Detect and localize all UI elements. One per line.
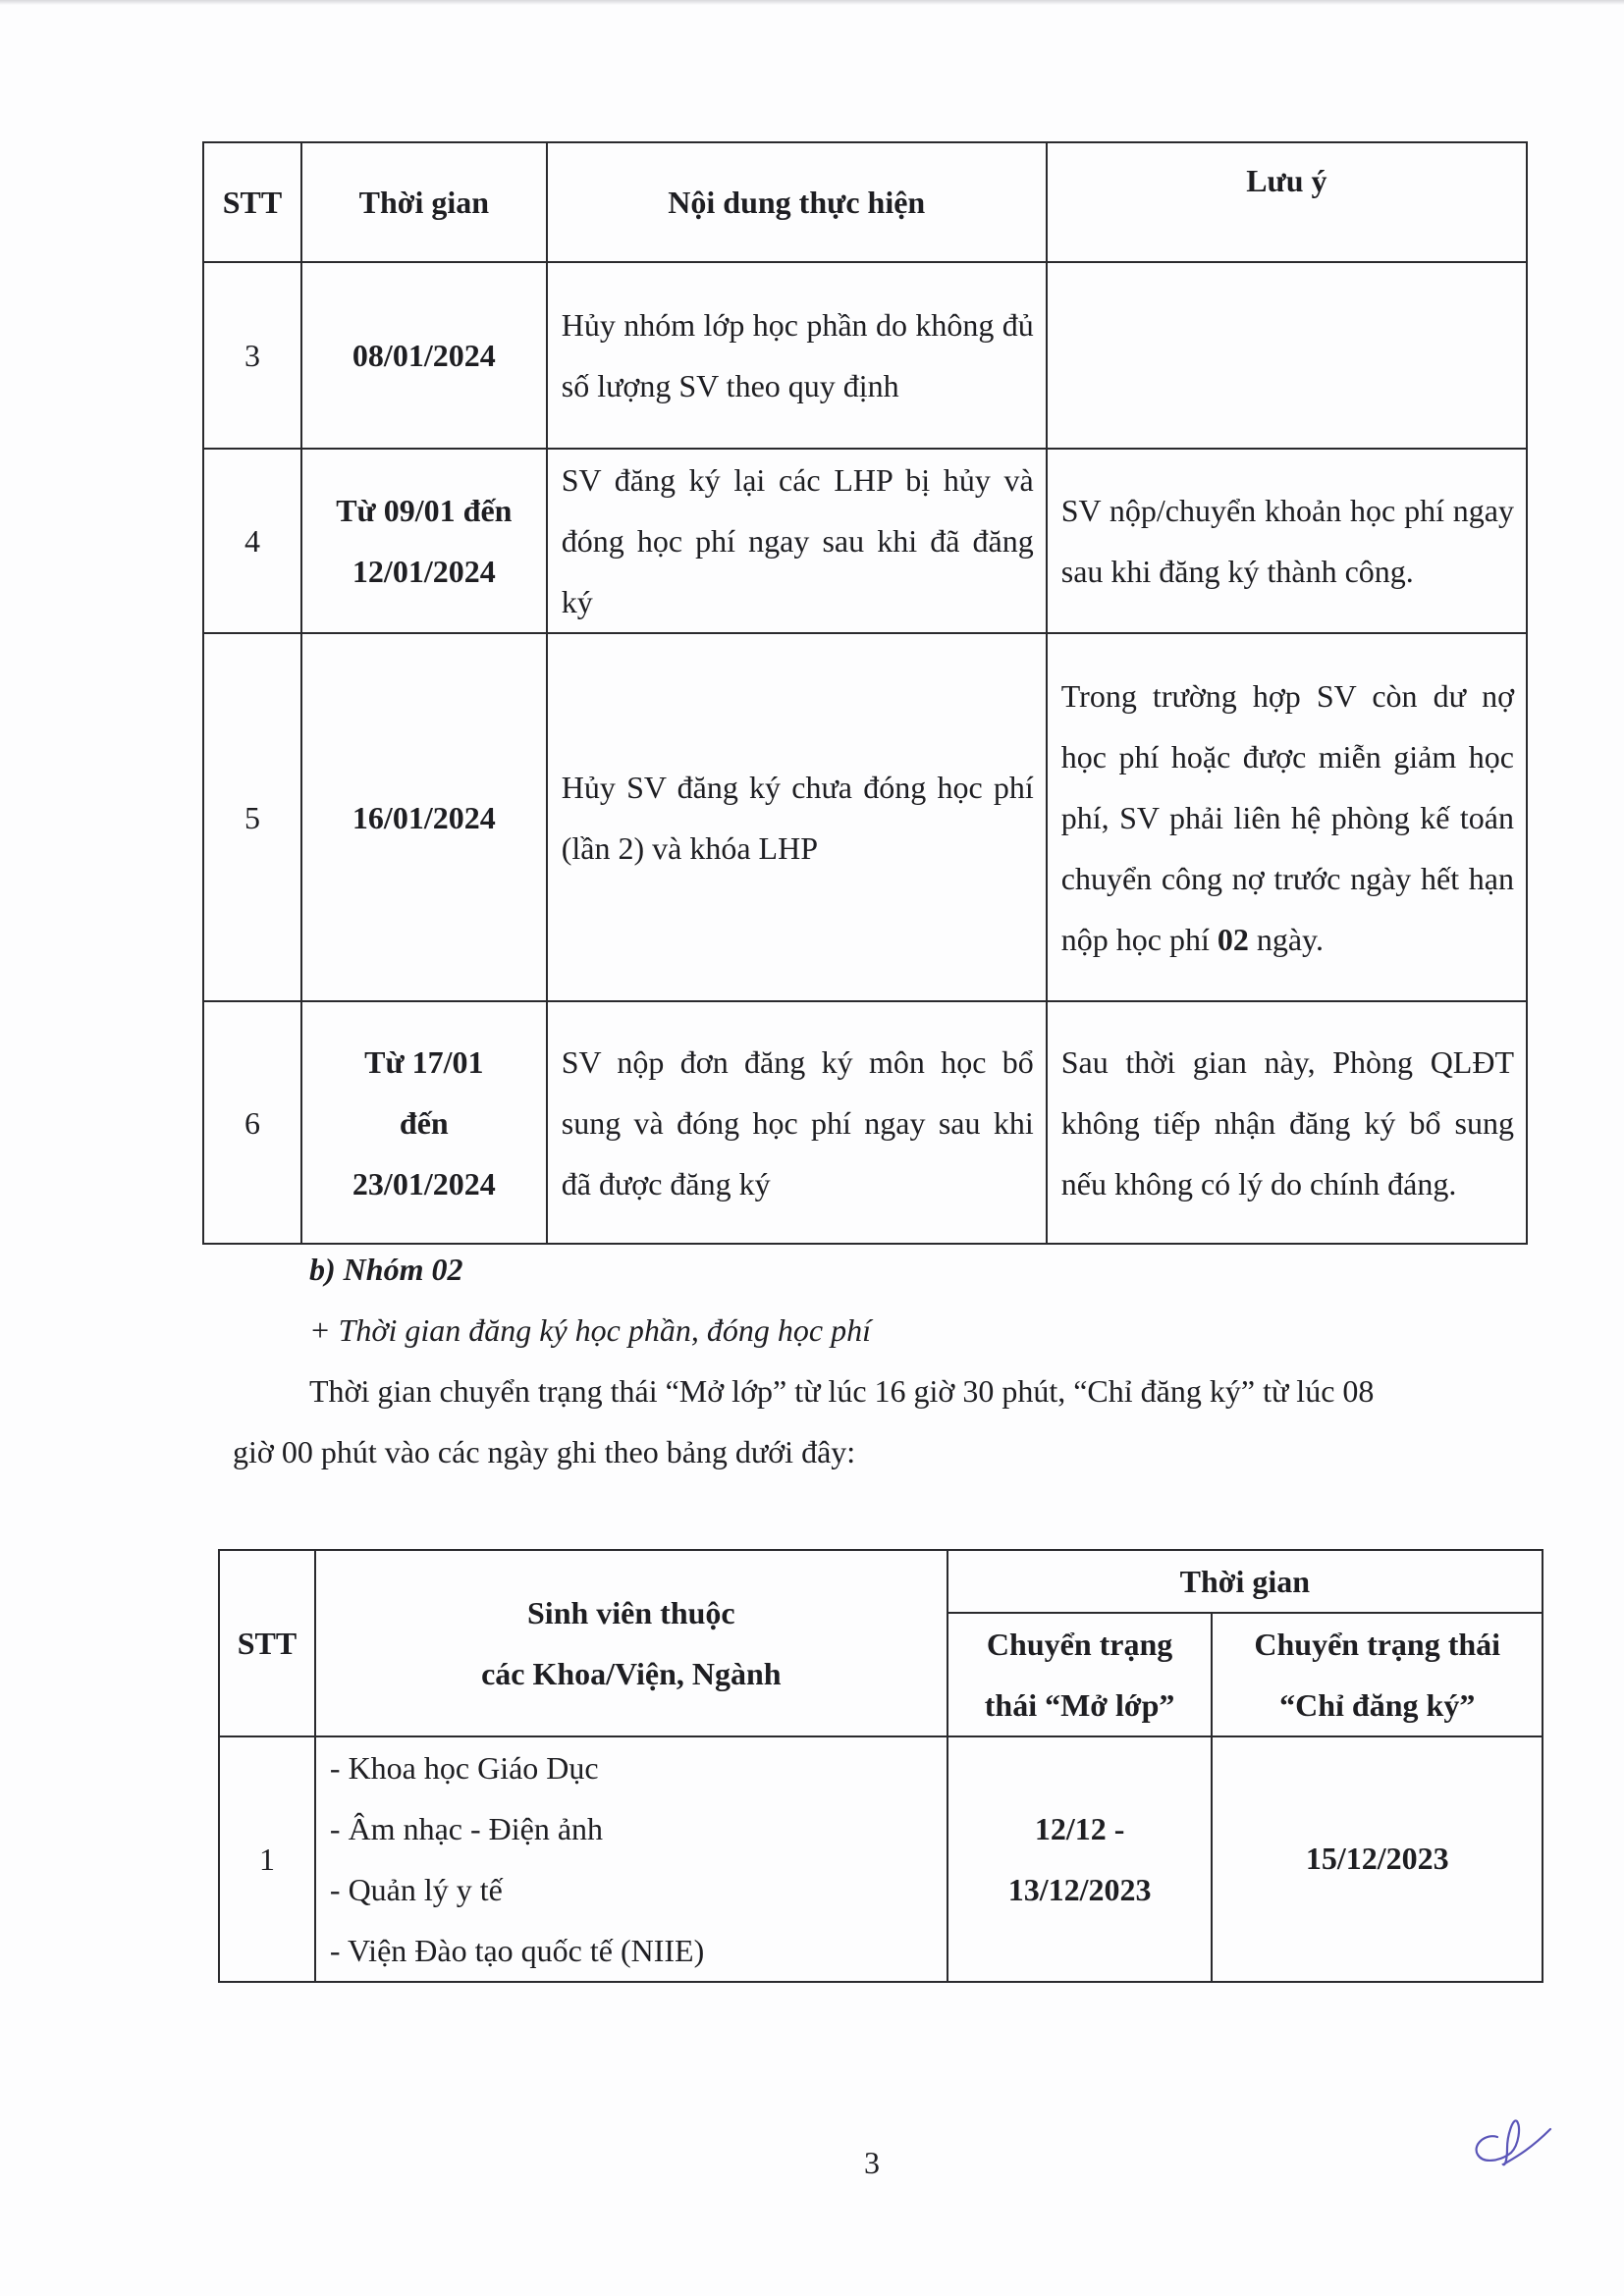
row-stt: 5 bbox=[203, 633, 301, 1001]
schedule-table-group-01 bbox=[202, 141, 1528, 1245]
row-content: Hủy SV đăng ký chưa đóng học phí (lần 2) và khóa LHP bbox=[547, 633, 1047, 1001]
row-stt: 6 bbox=[203, 1001, 301, 1244]
header-stt: STT bbox=[203, 142, 301, 262]
date-line: 13/12/2023 bbox=[1007, 1872, 1152, 1907]
unit-item: - Viện Đào tạo quốc tế (NIIE) bbox=[329, 1933, 705, 1968]
row-content: SV nộp đơn đăng ký môn học bổ sung và đóng học phí ngay sau khi đã được đăng ký bbox=[547, 1001, 1047, 1244]
unit-item: - Khoa học Giáo Dục bbox=[329, 1750, 599, 1786]
row-note: Sau thời gian này, Phòng QLĐT không tiếp nhận đăng ký bổ sung nếu không có lý do chính đáng. bbox=[1047, 1001, 1527, 1244]
table-header-row bbox=[203, 142, 1527, 262]
row-time: 16/01/2024 bbox=[301, 633, 547, 1001]
header-line: Chuyển trạng bbox=[986, 1627, 1173, 1662]
signature-initial-icon bbox=[1468, 2115, 1556, 2174]
row-note: SV nộp/chuyển khoản học phí ngay sau khi đăng ký thành công. bbox=[1047, 449, 1527, 633]
section-heading: b) Nhóm 02 bbox=[309, 1252, 463, 1287]
schedule-table-group-02 bbox=[218, 1549, 1543, 1983]
section-subheading: + Thời gian đăng ký học phần, đóng học phí bbox=[309, 1312, 871, 1348]
row-time: 08/01/2024 bbox=[301, 262, 547, 449]
note-text: Trong trường hợp SV còn dư nợ học phí hoặc được miễn giảm học phí, SV phải liên hệ phòng kế toán chuyển công nợ trước ngày hết hạn nộp học phí bbox=[1060, 677, 1514, 957]
header-stt: STT bbox=[219, 1550, 315, 1736]
row-open-date bbox=[947, 1736, 1213, 1982]
note-days-bold: 02 bbox=[1217, 921, 1249, 957]
row-register-date: 15/12/2023 bbox=[1212, 1736, 1543, 1982]
header-open-class bbox=[947, 1613, 1213, 1736]
header-time: Thời gian bbox=[301, 142, 547, 262]
header-line: Sinh viên thuộc bbox=[527, 1595, 735, 1630]
paragraph-line: Thời gian chuyển trạng thái “Mở lớp” từ lúc 16 giờ 30 phút, “Chỉ đăng ký” từ lúc 08 bbox=[309, 1373, 1375, 1409]
header-register-only bbox=[1212, 1613, 1543, 1736]
header-line: Chuyển trạng thái bbox=[1254, 1627, 1501, 1662]
date-line: 12/12 - bbox=[1034, 1811, 1125, 1846]
table-row bbox=[203, 1001, 1527, 1244]
row-content: SV đăng ký lại các LHP bị hủy và đóng học phí ngay sau khi đã đăng ký bbox=[547, 449, 1047, 633]
header-content: Nội dung thực hiện bbox=[547, 142, 1047, 262]
time-line: Từ 17/01 bbox=[364, 1043, 484, 1080]
table-row bbox=[203, 449, 1527, 633]
row-stt: 1 bbox=[219, 1736, 315, 1982]
table-row bbox=[219, 1736, 1543, 1982]
time-line: đến bbox=[399, 1104, 449, 1141]
header-line: thái “Mở lớp” bbox=[984, 1687, 1175, 1723]
page-number: 3 bbox=[864, 2145, 880, 2180]
row-units bbox=[315, 1736, 947, 1982]
table-row bbox=[203, 262, 1527, 449]
header-line: các Khoa/Viện, Ngành bbox=[481, 1656, 782, 1691]
row-stt: 3 bbox=[203, 262, 301, 449]
table-row bbox=[203, 633, 1527, 1001]
unit-item: - Âm nhạc - Điện ảnh bbox=[329, 1811, 604, 1846]
header-time: Thời gian bbox=[947, 1550, 1543, 1613]
row-time bbox=[301, 1001, 547, 1244]
time-line: 23/01/2024 bbox=[352, 1165, 496, 1201]
paragraph-line: giờ 00 phút vào các ngày ghi theo bảng dưới đây: bbox=[233, 1434, 856, 1469]
note-tail: ngày. bbox=[1248, 921, 1324, 957]
row-stt: 4 bbox=[203, 449, 301, 633]
header-note: Lưu ý bbox=[1047, 142, 1527, 262]
row-note bbox=[1047, 633, 1527, 1001]
table-header-row bbox=[219, 1550, 1543, 1613]
row-content: Hủy nhóm lớp học phần do không đủ số lượng SV theo quy định bbox=[547, 262, 1047, 449]
row-note bbox=[1047, 262, 1527, 449]
row-time: Từ 09/01 đến 12/01/2024 bbox=[301, 449, 547, 633]
scan-edge bbox=[0, 0, 1624, 5]
header-students bbox=[315, 1550, 947, 1736]
unit-item: - Quản lý y tế bbox=[329, 1872, 503, 1907]
header-line: “Chỉ đăng ký” bbox=[1279, 1687, 1476, 1723]
